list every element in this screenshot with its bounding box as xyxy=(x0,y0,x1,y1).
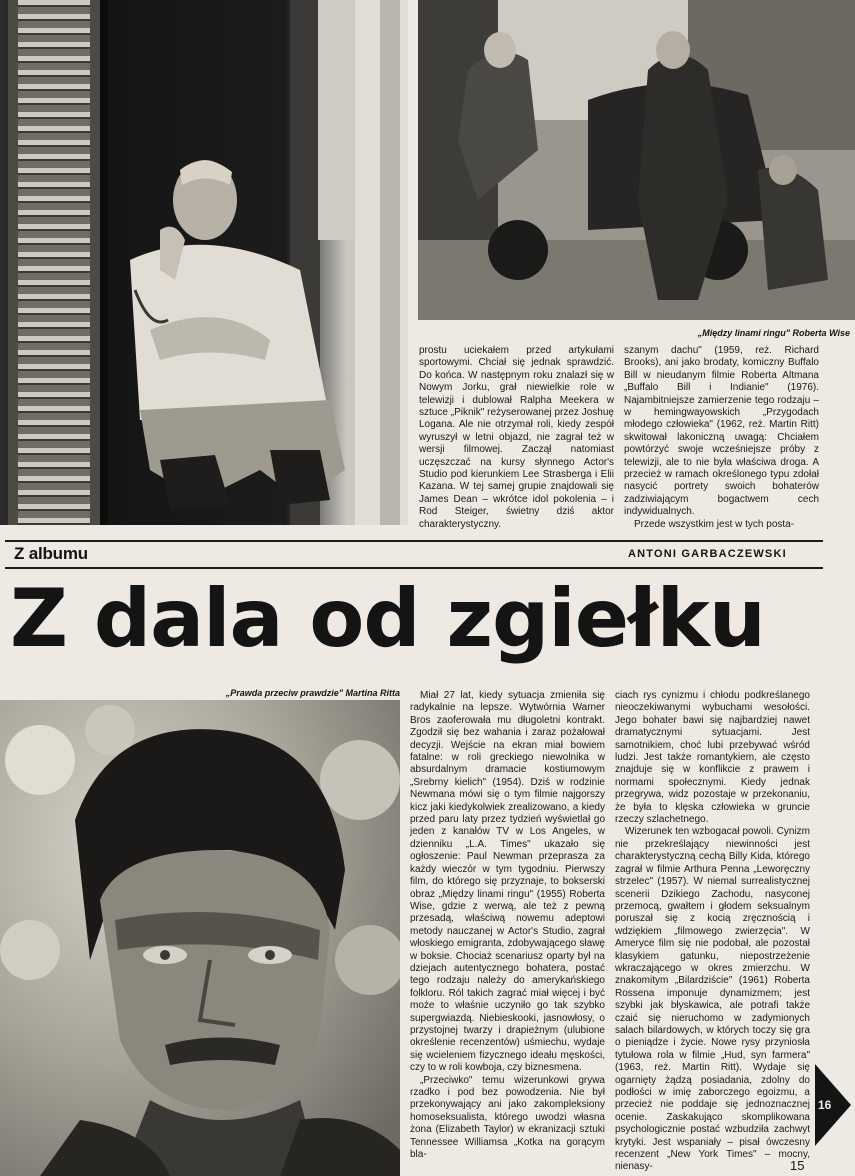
bottom-column-2 xyxy=(615,690,810,1174)
paragraph: szanym dachu" (1959, reż. Richard Brooks), ani jako brodaty, komiczny Buffalo Bill w nieudanym filmie Roberta Altmana „Buffalo Bill i Indianie" (1976). Najambitniejsze zamierzenie tego rodzaju – w hemingwayowskich „Przygodach młodego człowieka" (1962, reż. Martin Ritt) skwitował lakoniczną uwagą: Chciałem powtórzyć swoje wcześniejsze próby z telewizji, ale to nie była właściwa droga. A przecież w ramach określonego typu zdołał nasycić portrety swoich bohaterów zadziwiającym bogactwem cech indywidualnych. xyxy=(624,345,819,518)
paragraph: Przede wszystkim jest w tych posta- xyxy=(634,518,795,530)
article-title: Z dala od zgiełku xyxy=(10,572,765,665)
photo-newman-portrait xyxy=(0,700,400,1176)
top-column-2 xyxy=(624,345,819,531)
section-label: Z albumu xyxy=(14,544,88,563)
photo-somebody-up-there-likes-me xyxy=(418,0,855,320)
photo-caption-top: „Między linami ringu" Roberta Wise xyxy=(697,328,850,338)
next-page-tab[interactable] xyxy=(815,1064,851,1146)
paragraph: Miał 27 lat, kiedy sytuacja zmieniła się radykalnie na lepsze. Wytwórnia Warner Bros zaoferowała mu długoletni kontrakt. Zgodził się bez wahania i zaraz pożałował decyzji. Wejście na ekran miał bowiem fatalne: w roli greckiego niewolnika w absurdalnym dramacie kostiumowym „Srebrny kielich" (1954). Dziś w rodzinie Newmana mówi się o tym filmie najgorszy kicz jaki kiedykolwiek zrealizowano, a kiedy przed paru laty przez tydzień wyświetlał go jeden z kanałów TV w Los Angeles, w dzienniku „L.A. Times" ukazało się ogłoszenie: Paul Newman przeprasza za każdy wieczór w tym tygodniu. Pierwszy film, do którego się przyznaje, to bokserski obraz „Między linami ringu" (1955) Roberta Wise, gdzie z werwą, ale też z pewną przesadą, właściwą nowemu adeptowi metody nauczanej w Actor's Studio, zagrał włoskiego emigranta, zdobywającego sławę w boksie. Chociaż scenariusz oparty był na dziejach autentycznego bohatera, postać tego rodzaju należy do amerykańskiego folkloru. Ról takich zagrać miał więcej i być może to właśnie uczyniło go tak szybko supergwiazdą. Niebieskooki, jasnowłosy, o przystojnej twarzy i drapieżnym (ulubione określenie recenzentów) uśmiechu, wydaje się wcieleniem fizycznego ideału męskości, czy to w roli kowboja, czy biznesmena. xyxy=(410,690,605,1074)
paragraph: prostu uciekałem przed artykułami sportowymi. Chciał się jednak sprawdzić. Do końca. W następnym roku znalazł się w Nowym Jorku, grał niewielkie role w telewizji i dublował Ralpha Meekera w sztuce „Piknik" reżyserowanej przez Joshuę Logana. Ale nie otrzymał roli, kiedy zespół wyruszył w letni objazd, nie zagrał też w wersji filmowej. Zaczął natomiast uczęszczać na kursy słynnego Actor's Studio pod kierunkiem Lee Strasberga i Elii Kazana. W tej samej grupie znajdowali się James Dean – wkrótce idol pokolenia – i Rod Steiger, świetny dziś aktor charakterystyczny. xyxy=(419,345,614,530)
photo-caption-bottom: „Prawda przeciw prawdzie" Martina Ritta xyxy=(225,688,400,698)
paragraph: ciach rys cynizmu i chłodu podkreślanego nieoczekiwanymi wybuchami wesołości. Jego bohater bawi się najbardziej nawet dramatycznymi sytuacjami. Jest samotnikiem, choć lubi przebywać wśród ludzi. Jest także romantykiem, ale często znajduje się w konflikcie z prawem i normami społecznymi. Kiedy jednak przegrywa, widz pozostaje w przekonaniu, że była to klęska człowieka w gruncie rzeczy szlachetnego. xyxy=(615,690,810,826)
paragraph: Wizerunek ten wzbogacał powoli. Cynizm nie przekreślający niewinności jest charakterystyczną cechą Billy Kida, którego zagrał w filmie Arthura Penna „Leworęczny strzelec" (1957). W niemal surrealistycznej scenerii Dzikiego Zachodu, nasyconej przemocą, gwałtem i głodem seksualnym poruszał się z kocią zręcznością i wdziękiem „filmowego zwierzęcia". W Ameryce film się nie podobał, ale pozostał klasykiem gatunku, niepostrzeżenie wkraczającego w okres zmierzchu. W znakomitym „Bilardziście" (1961) Roberta Rossena imponuje dynamizmem; jest szybki jak błyskawica, ale potrafi także czaić się nieruchomo w zadymionych salach bilardowych, w których toczy się gra o pieniądze i życie. Nowe rysy przyniosła tytułowa rola w filmie „Hud, syn farmera" (1963, reż. Martin Ritt). Wydaje się ogarnięty żądzą posiadania, zdolny do podłości w imię zaborczego egoizmu, a przecież nie poddaje się jednoznacznej ocenie. Zaskakująco skomplikowana psychologicznie postać wzbudziła zachwyt krytyki. Jest wspaniały – pisał ówczesny recenzent „New York Times" – mocny, nienasy- xyxy=(615,826,810,1173)
header-rule-top xyxy=(5,540,823,542)
header-rule-bottom xyxy=(5,567,823,569)
paragraph: „Przeciwko" temu wizerunkowi grywa rzadko i pod bez powodzenia. Nie był przekonywający ani jako zakompleksiony homoseksualista, którego uwodzi własna żona (Elizabeth Taylor) w ekranizacji sztuki Tennessee Williamsa „Kotka na gorącym bla- xyxy=(410,1074,605,1161)
top-column-1 xyxy=(419,345,614,531)
tab-label: 16 xyxy=(818,1098,832,1112)
author-name: ANTONI GARBACZEWSKI xyxy=(628,548,787,560)
photo-newman-on-phone xyxy=(0,0,408,525)
bottom-column-1 xyxy=(410,690,605,1161)
page-number: 15 xyxy=(790,1158,805,1173)
